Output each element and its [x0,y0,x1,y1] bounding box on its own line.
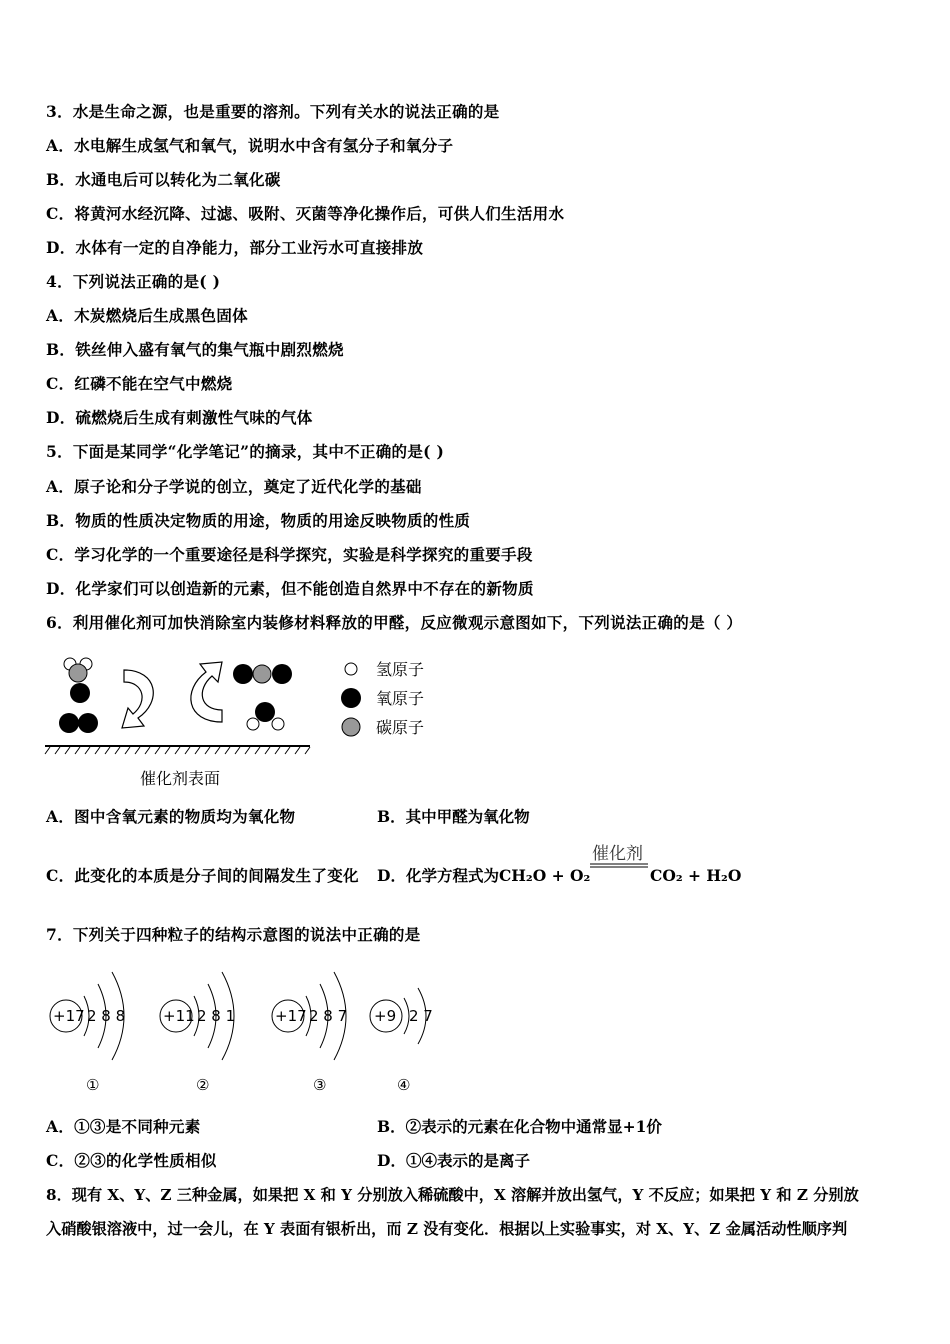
surface-label: 催化剂表面 [140,769,221,788]
o-atom [70,683,90,703]
q6-d-lhs: CH₂O + O₂ [498,866,591,885]
particle-nucleus: +17 [53,1007,85,1025]
q3-stem: 3．水是生命之源，也是重要的溶剂。下列有关水的说法正确的是 [46,102,500,121]
q6-option-a: A．图中含氧元素的物质均为氧化物 [46,807,296,826]
curved-arrow-icon [122,670,153,728]
q6-d-rhs: CO₂ + H₂O [650,866,742,885]
equation-double-line [590,863,650,869]
o-atom [59,713,79,733]
q3-option-b: B．水通电后可以转化为二氧化碳 [46,170,281,189]
q5-option-d: D．化学家们可以创造新的元素，但不能创造自然界中不存在的新物质 [46,579,534,598]
particle-nucleus: +17 [275,1007,307,1025]
legend-h-icon [345,663,357,675]
o-atom [272,664,292,684]
o-atom [78,713,98,733]
legend-h-label: 氢原子 [376,660,425,679]
particle-diagram [160,972,235,1094]
particle-label: ② [196,1076,210,1094]
particle-diagram [50,972,125,1094]
q3-option-d: D．水体有一定的自净能力，部分工业污水可直接排放 [46,238,424,257]
c-atom [69,664,87,682]
q8-line-2: 入硝酸银溶液中，过一会儿，在 Y 表面有银析出，而 Z 没有变化．根据以上实验事实，对 X、Y、Z 金属活动性顺序判 [46,1220,848,1238]
particle-shells: 2 8 7 [309,1007,348,1025]
q3-option-c: C．将黄河水经沉降、过滤、吸附、灭菌等净化操作后，可供人们生活用水 [46,204,565,223]
particle-nucleus: +11 [163,1007,195,1025]
curved-arrow-icon [191,662,222,722]
particle-shells: 2 8 8 [87,1007,126,1025]
o-atom [255,702,275,722]
q6-d-prefix: D．化学方程式为 [377,866,499,885]
q6-option-c: C．此变化的本质是分子间的间隔发生了变化 [46,866,359,885]
q7-option-b: B．②表示的元素在化合物中通常显+1价 [377,1117,662,1136]
q4-option-a: A．木炭燃烧后生成黑色固体 [46,306,248,325]
c-atom [253,665,271,683]
q8-line-1: 8．现有 X、Y、Z 三种金属，如果把 X 和 Y 分别放入稀硫酸中，X 溶解并放出氢气，Y 不反应；如果把 Y 和 Z 分别放 [46,1186,859,1204]
o-atom [233,664,253,684]
particle-diagram [272,972,347,1094]
q6-stem: 6．利用催化剂可加快消除室内装修材料释放的甲醛，反应微观示意图如下，下列说法正确的是（ ） [46,613,743,632]
particle-shells: 2 8 1 [197,1007,236,1025]
q3-option-a: A．水电解生成氢气和氧气，说明水中含有氢分子和氧分子 [46,136,454,155]
particle-shells: 2 7 [409,1007,433,1025]
q6-option-d [377,866,590,886]
legend-c-icon [342,718,360,736]
q7-particle-diagrams [40,958,460,1098]
legend-o-label: 氧原子 [376,689,425,708]
q6-option-b: B．其中甲醛为氧化物 [377,807,530,826]
h-atom [272,718,284,730]
q7-option-a: A．①③是不同种元素 [46,1117,201,1136]
surface-hatching [45,747,310,754]
q5-stem: 5．下面是某同学“化学笔记”的摘录，其中不正确的是( ) [46,442,445,461]
legend-o-icon [341,688,361,708]
q7-option-c: C．②③的化学性质相似 [46,1151,217,1170]
q4-option-d: D．硫燃烧后生成有刺激性气味的气体 [46,408,313,427]
q7-stem: 7．下列关于四种粒子的结构示意图的说法中正确的是 [46,925,421,944]
q6-reaction-diagram [40,652,460,792]
q4-stem: 4．下列说法正确的是( ) [46,272,221,291]
q4-option-b: B．铁丝伸入盛有氧气的集气瓶中剧烈燃烧 [46,340,344,359]
particle-label: ① [86,1076,100,1094]
legend-c-label: 碳原子 [376,718,425,737]
q7-option-d: D．①④表示的是离子 [377,1151,530,1170]
q5-option-c: C．学习化学的一个重要途径是科学探究，实验是科学探究的重要手段 [46,545,533,564]
h-atom [247,718,259,730]
particle-nucleus: +9 [374,1007,397,1025]
particle-label: ④ [397,1076,411,1094]
particle-diagram [370,988,433,1094]
q6-d-condition: 催化剂 [592,844,643,864]
q5-option-a: A．原子论和分子学说的创立，奠定了近代化学的基础 [46,477,422,496]
q4-option-c: C．红磷不能在空气中燃烧 [46,374,233,393]
particle-label: ③ [313,1076,327,1094]
q5-option-b: B．物质的性质决定物质的用途，物质的用途反映物质的性质 [46,511,471,530]
